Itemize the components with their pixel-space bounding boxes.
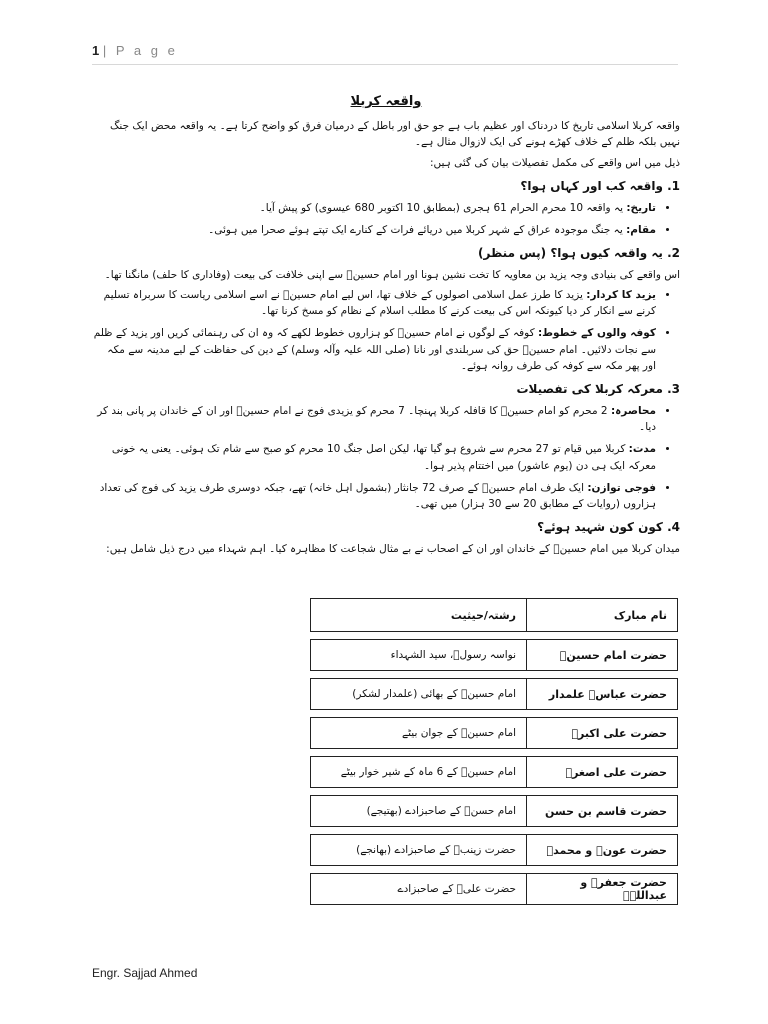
table-row <box>310 834 678 866</box>
item-label: کوفہ والوں کے خطوط: <box>537 327 656 340</box>
item-text: یہ جنگ موجودہ عراق کے شہر کربلا میں دریائے فرات کے کنارے ایک تپتے ہوئے صحرا میں ہوئی۔ <box>208 223 627 236</box>
page-header <box>92 43 678 65</box>
cell-name: حضرت علی اکبرؑ <box>526 717 678 749</box>
table-row <box>310 639 678 671</box>
cell-relation: حضرت علیؓ کے صاحبزادے <box>310 873 526 905</box>
section-2-heading: 2. یہ واقعہ کیوں ہوا؟ (پس منظر) <box>478 246 680 261</box>
table-row <box>310 717 678 749</box>
cell-name: حضرت علی اصغرؑ <box>526 756 678 788</box>
page-footer-author: Engr. Sajjad Ahmed <box>92 966 198 980</box>
item-label: یزید کا کردار: <box>586 288 656 301</box>
table-header-row <box>310 598 678 632</box>
section-2-paragraph: اس واقعے کی بنیادی وجہ یزید بن معاویہ کا تخت نشین ہونا اور امام حسینؓ سے اپنی خلافت کی بیعت (وفاداری کا حلف) مانگنا تھا۔ <box>104 268 680 281</box>
item-label: محاصرہ: <box>610 404 656 417</box>
list-item <box>92 325 656 374</box>
intro-subtext: ذیل میں اس واقعے کی مکمل تفصیلات بیان کی گئی ہیں: <box>429 156 680 169</box>
item-label: تاریخ: <box>626 201 656 214</box>
cell-relation: نواسہ رسولؐ، سید الشہداء <box>310 639 526 671</box>
cell-relation: امام حسنؓ کے صاحبزادے (بھتیجے) <box>310 795 526 827</box>
table-row <box>310 795 678 827</box>
item-label: فوجی توازن: <box>587 481 656 494</box>
item-text: 2 محرم کو امام حسینؓ کا قافلہ کربلا پہنچا۔ 7 محرم کو یزیدی فوج نے امام حسینؓ اور ان کے خاندان پر پانی بند کر دیا۔ <box>97 404 656 434</box>
list-item <box>92 222 656 238</box>
page-label: | P a g e <box>102 43 178 58</box>
cell-name: حضرت امام حسینؑ <box>526 639 678 671</box>
list-item <box>92 287 656 320</box>
item-text: ایک طرف امام حسینؓ کے صرف 72 جانثار (بشمول اہل خانہ) تھے، جبکہ دوسری طرف یزید کی فوج کی تعداد ہزاروں (روایات کے مطابق 20 سے 30 ہزار) میں تھی۔ <box>99 481 656 511</box>
column-header-name: نام مبارک <box>526 598 678 632</box>
cell-name: حضرت عونؑ و محمدؑ <box>526 834 678 866</box>
cell-relation: امام حسینؓ کے بھائی (علمدار لشکر) <box>310 678 526 710</box>
item-text: یزید کا طرز عمل اسلامی اصولوں کے خلاف تھا، اس لیے امام حسینؓ نے اسے اسلامی ریاست کا سربراہ تسلیم کرنے سے انکار کر دیا کیونکہ اس کی بیعت کرنے کا مطلب اسلام کے نظام کو مسخ کرنا تھا۔ <box>103 288 656 318</box>
item-label: مدت: <box>628 443 656 456</box>
cell-relation: امام حسینؓ کے 6 ماہ کے شیر خوار بیٹے <box>310 756 526 788</box>
list-item <box>92 403 656 436</box>
cell-name: حضرت قاسم بن حسن <box>526 795 678 827</box>
section-3-heading: 3. معرکہ کربلا کی تفصیلات <box>516 382 680 397</box>
intro-paragraph: واقعہ کربلا اسلامی تاریخ کا دردناک اور عظیم باب ہے جو حق اور باطل کے درمیان فرق کو واضح کرتا ہے۔ یہ واقعہ محض ایک جنگ نہیں بلکہ ظلم کے خلاف کھڑے ہونے کی ایک لازوال مثال ہے۔ <box>110 120 680 149</box>
table-row <box>310 756 678 788</box>
item-label: مقام: <box>626 223 656 236</box>
table-row <box>310 873 678 905</box>
cell-name: حضرت عباسؑ علمدار <box>526 678 678 710</box>
section-4-paragraph: میدان کربلا میں امام حسینؓ کے خاندان اور ان کے اصحاب نے بے مثال شجاعت کا مظاہرہ کیا۔ اہم شہداء میں درج ذیل شامل ہیں: <box>106 543 680 556</box>
table-row <box>310 678 678 710</box>
list-item <box>92 480 656 513</box>
section-3-list <box>92 403 680 513</box>
cell-relation: امام حسینؓ کے جوان بیٹے <box>310 717 526 749</box>
martyrs-table <box>310 591 678 912</box>
item-text: کربلا میں قیام تو 27 محرم سے شروع ہو گیا تھا، لیکن اصل جنگ 10 محرم کو صبح سے شام تک ہوئی۔ یعنی یہ خونی معرکہ ایک ہی دن (یوم عاشور) میں اختتام پذیر ہوا۔ <box>111 443 656 472</box>
document-body <box>92 92 680 561</box>
cell-relation: حضرت زینبؓ کے صاحبزادے (بھانجے) <box>310 834 526 866</box>
list-item <box>92 441 656 474</box>
document-title: واقعہ کربلا <box>350 94 422 109</box>
section-4-heading: 4. کون کون شہید ہوئے؟ <box>537 520 680 535</box>
section-1-list <box>92 200 680 239</box>
section-2-list <box>92 287 680 374</box>
section-1-heading: 1. واقعہ کب اور کہاں ہوا؟ <box>520 178 680 193</box>
item-text: کوفہ کے لوگوں نے امام حسینؓ کو ہزاروں خطوط لکھے کہ وہ ان کی رہنمائی کریں اور یزید کے ظلم سے نجات دلائیں۔ امام حسینؓ حق کی سربلندی اور نانا (صلی اللہ علیہ وآلہ وسلم) کے دین کی حفاظت کے لیے مدینہ سے مکہ اور پھر مکہ سے کوفہ کی طرف روانہ ہوئے۔ <box>93 327 656 372</box>
column-header-relation: رشتہ/حیثیت <box>310 598 526 632</box>
cell-name: حضرت جعفرؑ و عبداللہؑ <box>526 873 678 905</box>
list-item <box>92 200 656 216</box>
martyrs-table-wrapper <box>310 585 678 912</box>
item-text: یہ واقعہ 10 محرم الحرام 61 ہجری (بمطابق 10 اکتوبر 680 عیسوی) کو پیش آیا۔ <box>259 201 627 214</box>
page-number: 1 <box>92 43 100 58</box>
